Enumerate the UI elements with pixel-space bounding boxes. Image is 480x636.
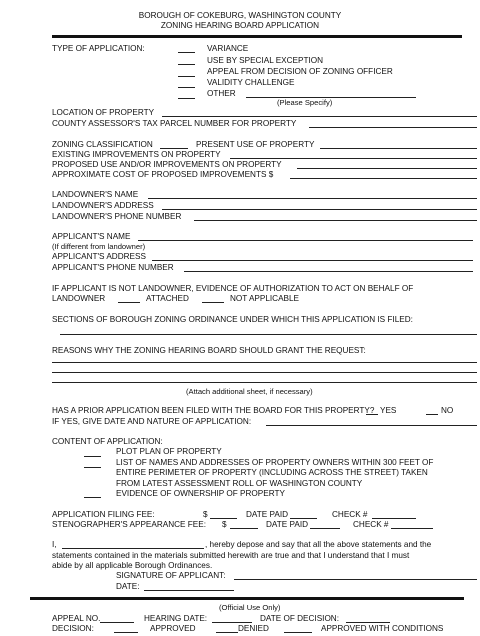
option-variance: VARIANCE	[207, 44, 249, 53]
existing-improvements-field[interactable]	[230, 158, 477, 159]
hearing-date-field[interactable]	[212, 622, 252, 623]
affidavit-line3: abide by all applicable Borough Ordinances.	[52, 561, 213, 570]
attached-label: ATTACHED	[146, 294, 189, 303]
attach-sheet-note: (Attach additional sheet, if necessary)	[186, 387, 313, 396]
signature-label: SIGNATURE OF APPLICANT:	[116, 571, 226, 580]
present-use-label: PRESENT USE OF PROPERTY	[196, 140, 315, 149]
filing-fee-amount-field[interactable]	[210, 518, 237, 519]
header-rule	[52, 35, 462, 38]
decision-date-field[interactable]	[346, 622, 390, 623]
location-label: LOCATION OF PROPERTY	[52, 108, 155, 117]
content-owners-list-line1: LIST OF NAMES AND ADDRESSES OF PROPERTY OWNERS WITHIN 300 FEET OF	[116, 458, 434, 467]
official-use-note: (Official Use Only)	[219, 603, 281, 612]
decision-date-label: DATE OF DECISION:	[260, 614, 339, 623]
approved-with-conditions-label: APPROVED WITH CONDITIONS	[321, 624, 444, 633]
present-use-field[interactable]	[320, 148, 477, 149]
other-checkbox[interactable]	[178, 98, 195, 99]
zoning-classification-label: ZONING CLASSIFICATION	[52, 140, 153, 149]
approved-checkbox[interactable]	[114, 632, 138, 633]
filing-date-paid-label: DATE PAID	[246, 510, 289, 519]
sections-field[interactable]	[60, 334, 477, 335]
content-plot-plan: PLOT PLAN OF PROPERTY	[116, 447, 222, 456]
authorization-text: IF APPLICANT IS NOT LANDOWNER, EVIDENCE OF AUTHORIZATION TO ACT ON BEHALF OF	[52, 284, 414, 293]
parcel-field[interactable]	[309, 127, 477, 128]
affidavit-line2: statements contained in the materials submitted herewith are true and that I understand that I must	[52, 551, 410, 560]
hearing-date-label: HEARING DATE:	[144, 614, 208, 623]
landowner-name-label: LANDOWNER'S NAME	[52, 190, 139, 199]
appeal-no-label: APPEAL NO.	[52, 614, 101, 623]
affidavit-name-field[interactable]	[62, 548, 204, 549]
prior-no-label: NO	[441, 406, 454, 415]
applicant-phone-field[interactable]	[184, 271, 473, 272]
signature-date-field[interactable]	[144, 590, 234, 591]
prior-no-checkbox[interactable]	[426, 414, 438, 415]
option-other: OTHER	[207, 89, 236, 98]
variance-checkbox[interactable]	[178, 52, 195, 53]
applicant-address-label: APPLICANT'S ADDRESS	[52, 252, 146, 261]
option-validity-challenge: VALIDITY CHALLENGE	[207, 78, 295, 87]
authorization-landowner-label: LANDOWNER	[52, 294, 106, 303]
stenographer-fee-amount-field[interactable]	[230, 528, 258, 529]
zoning-classification-field[interactable]	[160, 148, 188, 149]
type-of-application-label: TYPE OF APPLICATION:	[52, 44, 145, 53]
landowner-address-label: LANDOWNER'S ADDRESS	[52, 201, 154, 210]
filing-fee-dollar: $	[203, 510, 208, 519]
approved-label: APPROVED	[150, 624, 196, 633]
decision-label: DECISION:	[52, 624, 94, 633]
approx-cost-label: APPROXIMATE COST OF PROPOSED IMPROVEMENTS $	[52, 170, 274, 179]
existing-improvements-label: EXISTING IMPROVEMENTS ON PROPERTY	[52, 150, 221, 159]
stenographer-date-paid-field[interactable]	[310, 528, 340, 529]
filing-check-label: CHECK #	[332, 510, 368, 519]
landowner-phone-field[interactable]	[194, 220, 477, 221]
form-header-line1: BOROUGH OF COKEBURG, WASHINGTON COUNTY	[138, 11, 342, 20]
if-yes-label: IF YES, GIVE DATE AND NATURE OF APPLICATION:	[52, 417, 252, 426]
owners-list-checkbox[interactable]	[84, 467, 101, 468]
option-special-exception: USE BY SPECIAL EXCEPTION	[207, 56, 324, 65]
please-specify-note: (Please Specify)	[277, 98, 333, 107]
landowner-phone-label: LANDOWNER'S PHONE NUMBER	[52, 212, 182, 221]
affidavit-i: I,	[52, 540, 57, 549]
applicant-name-label: APPLICANT'S NAME	[52, 232, 131, 241]
content-ownership-evidence: EVIDENCE OF OWNERSHIP OF PROPERTY	[116, 489, 285, 498]
not-applicable-checkbox[interactable]	[202, 302, 224, 303]
reasons-label: REASONS WHY THE ZONING HEARING BOARD SHOULD GRANT THE REQUEST:	[52, 346, 366, 355]
approx-cost-field[interactable]	[290, 178, 477, 179]
validity-checkbox[interactable]	[178, 87, 195, 88]
form-header-line2: ZONING HEARING BOARD APPLICATION	[160, 21, 320, 30]
landowner-name-field[interactable]	[148, 198, 477, 199]
applicant-address-field[interactable]	[152, 260, 473, 261]
signature-date-label: DATE:	[116, 582, 140, 591]
location-field[interactable]	[162, 116, 477, 117]
stenographer-date-paid-label: DATE PAID	[266, 520, 309, 529]
parcel-label: COUNTY ASSESSOR'S TAX PARCEL NUMBER FOR PROPERTY	[52, 119, 297, 128]
approved-with-conditions-checkbox[interactable]	[284, 632, 312, 633]
appeal-checkbox[interactable]	[178, 76, 195, 77]
content-owners-list-line2: ENTIRE PERIMETER OF PROPERTY (INCLUDING ACROSS THE STREET) TAKEN	[116, 468, 428, 477]
affidavit-line1: , hereby depose and say that all the above statements and the	[205, 540, 432, 549]
signature-field[interactable]	[234, 579, 477, 580]
option-appeal: APPEAL FROM DECISION OF ZONING OFFICER	[207, 67, 393, 76]
prior-yes-checkbox[interactable]	[366, 414, 378, 415]
content-label: CONTENT OF APPLICATION:	[52, 437, 163, 446]
reasons-field-line-1[interactable]	[52, 362, 477, 363]
prior-application-question: HAS A PRIOR APPLICATION BEEN FILED WITH THE BOARD FOR THIS PROPERTY?	[52, 406, 375, 415]
denied-checkbox[interactable]	[216, 632, 238, 633]
attached-checkbox[interactable]	[118, 302, 140, 303]
plot-plan-checkbox[interactable]	[84, 456, 101, 457]
not-applicable-label: NOT APPLICABLE	[230, 294, 300, 303]
reasons-field-line-2[interactable]	[52, 372, 477, 373]
prior-application-details-field[interactable]	[266, 425, 477, 426]
filing-check-field[interactable]	[372, 518, 416, 519]
filing-fee-label: APPLICATION FILING FEE:	[52, 510, 155, 519]
content-owners-list-line3: FROM LATEST ASSESSMENT ROLL OF WASHINGTON COUNTY	[116, 479, 363, 488]
stenographer-fee-dollar: $	[222, 520, 227, 529]
prior-yes-label: YES	[380, 406, 397, 415]
proposed-use-field[interactable]	[297, 168, 477, 169]
reasons-field-line-3[interactable]	[52, 382, 477, 383]
ownership-evidence-checkbox[interactable]	[84, 497, 101, 498]
sections-label: SECTIONS OF BOROUGH ZONING ORDINANCE UNDER WHICH THIS APPLICATION IS FILED:	[52, 315, 413, 324]
denied-label: DENIED	[238, 624, 269, 633]
stenographer-check-label: CHECK #	[353, 520, 389, 529]
landowner-address-field[interactable]	[162, 209, 477, 210]
stenographer-fee-label: STENOGRAPHER'S APPEARANCE FEE:	[52, 520, 206, 529]
official-rule	[30, 597, 464, 600]
proposed-use-label: PROPOSED USE AND/OR IMPROVEMENTS ON PROPERTY	[52, 160, 282, 169]
special-exception-checkbox[interactable]	[178, 64, 195, 65]
applicant-phone-label: APPLICANT'S PHONE NUMBER	[52, 263, 174, 272]
applicant-name-field[interactable]	[138, 240, 473, 241]
filing-date-paid-field[interactable]	[290, 518, 317, 519]
different-from-landowner-note: (If different from landowner)	[52, 242, 146, 251]
appeal-no-field[interactable]	[100, 622, 134, 623]
stenographer-check-field[interactable]	[391, 528, 433, 529]
